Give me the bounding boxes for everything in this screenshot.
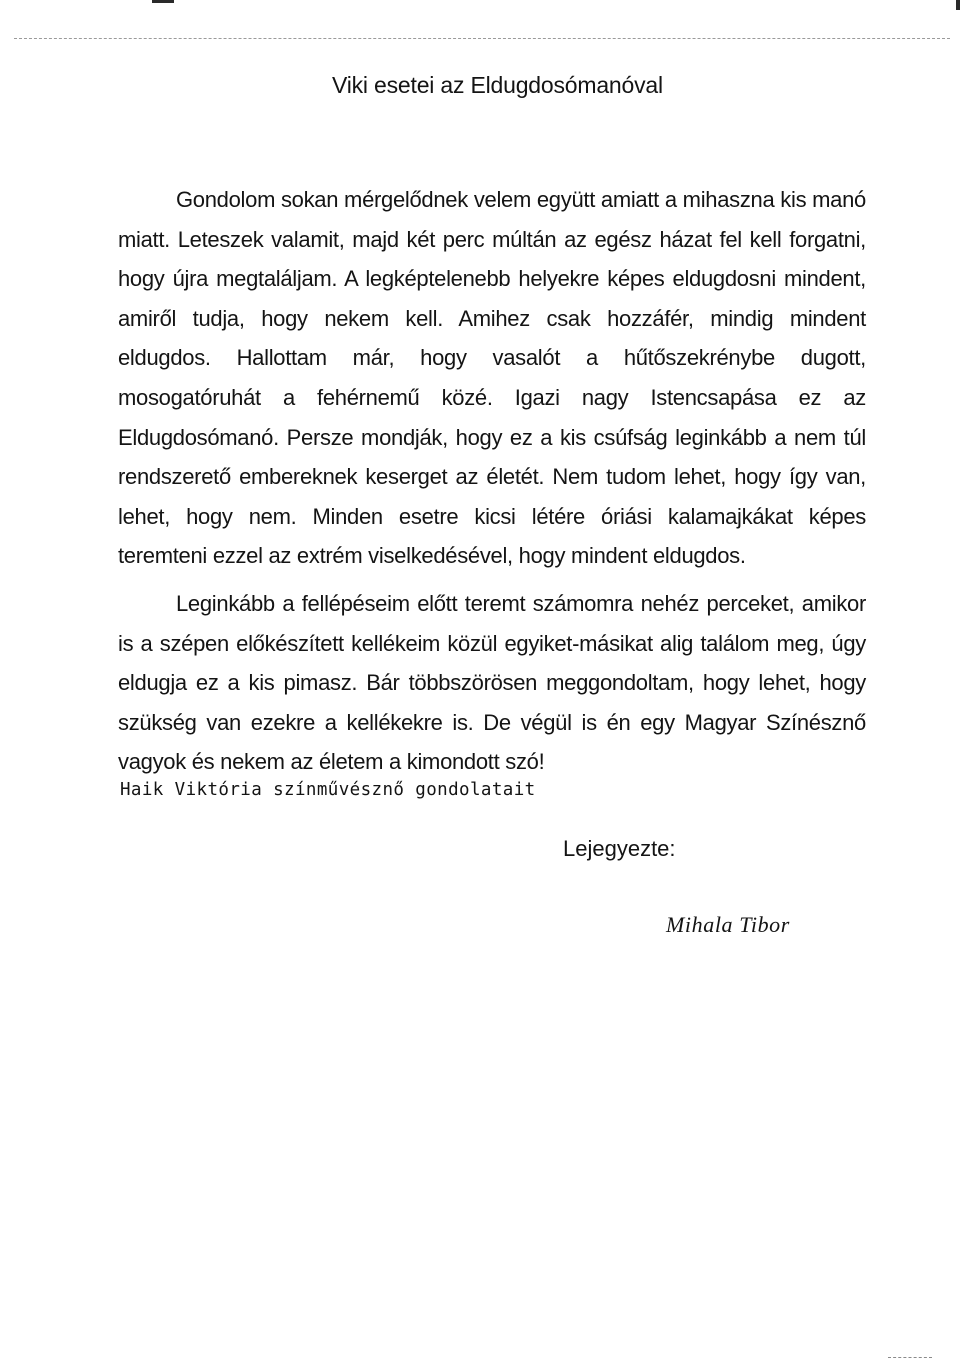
typed-attribution-note: Haik Viktória színművésznő gondolatait [120,780,536,800]
author-name: Mihala Tibor [666,912,790,937]
paragraph-1: Gondolom sokan mérgelődnek velem együtt amiatt a mihaszna kis manó miatt. Leteszek valamit, majd két perc múltán az egész házat fel kell forgatni, hogy újra megtaláljam. A legképtelenebb helyekre képes eldugdosni mindent, amiről tudja, hogy nekem kell. Amihez csak hozzáfér, mindig mindent eldugdos. Hallottam már, hogy vasalót a hűtőszekrénybe dugott, mosogatóruhát a fehérnemű közé. Igazi nagy Istencsapása ez az Eldugdosómanó. Persze mondják, hogy ez a kis csúfság leginkább a nem túl rendszerető embereknek keserget az életét. Nem tudom lehet, hogy így van, lehet, hogy nem. Minden esetre kicsi létére óriási kalamajkákat képes teremteni ezzel az extrém viselkedésével, hogy mindent eldugdos. [118,187,866,569]
recorded-by-label: Lejegyezte: [563,836,676,861]
paragraph-2: Leginkább a fellépéseim előtt teremt számomra nehéz perceket, amikor is a szépen előkészített kellékeim közül egyiket-másikat alig találom meg, úgy eldugja ez a kis pimasz. Bár többszörösen meggondoltam, hogy lehet, hogy szükség van ezekre a kellékekre is. De végül is én egy Magyar Színésznő vagyok és nekem az életem a kimondott szó! [118,590,866,775]
document-body [118,180,866,782]
document-title: Viki esetei az Eldugdosómanóval [332,72,663,98]
scan-artifact-top-right [956,0,960,10]
scan-artifact-top-left [152,0,174,3]
scan-edge-line-top [14,38,950,39]
scan-edge-line-bottom [888,1357,932,1358]
